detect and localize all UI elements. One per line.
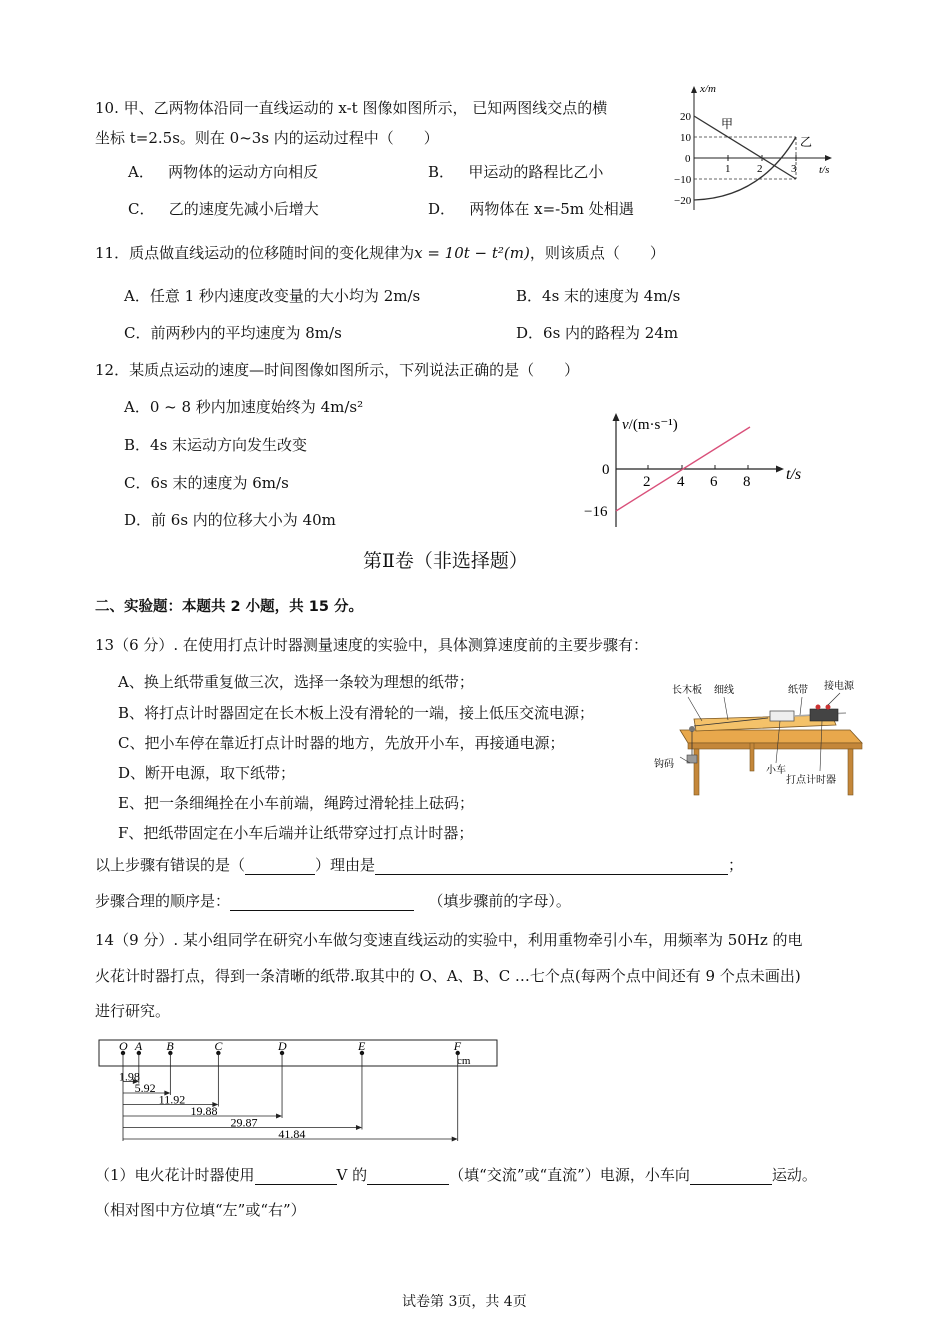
option-text: 4s 末的速度为 4m/s: [542, 287, 681, 305]
q12-option-c: [124, 473, 289, 493]
power-leader: [828, 693, 840, 705]
string-leader: [724, 697, 728, 720]
x-tick-label-2: 2: [757, 163, 763, 175]
cart: [770, 711, 794, 721]
q13-step-d: D、断开电源，取下纸带；: [118, 764, 296, 782]
q13-order-post: （填步骤前的字母）。: [428, 892, 571, 910]
option-letter: D．: [124, 511, 152, 529]
curve-yi: [694, 137, 796, 200]
q10-option-d: [428, 199, 634, 219]
q13-error-blank[interactable]: [245, 858, 315, 875]
q13-error-line: [95, 855, 743, 875]
tape-unit: cm: [457, 1055, 471, 1067]
label-tape: 纸带: [788, 685, 808, 696]
graph-xlabel: t/s: [786, 466, 802, 483]
q10-stem-line1: 10. 甲、乙两物体沿同一直线运动的 x-t 图像如图所示， 已知两图线交点的横: [95, 99, 608, 117]
option-text: 甲运动的路程比乙小: [468, 163, 604, 181]
option-letter: A．: [124, 287, 150, 305]
q11-option-c: [124, 323, 342, 343]
q14-line3: 进行研究。: [95, 1002, 171, 1020]
x-tick-label-2: 2: [643, 474, 651, 490]
x-tick-label-8: 8: [743, 474, 751, 490]
q14-paper-tape: [95, 1036, 505, 1148]
tape-distance-label: 41.84: [278, 1127, 306, 1141]
q14-sub1-d: 运动。: [771, 1166, 817, 1184]
y-tick-label-10: 10: [680, 132, 691, 144]
option-text: 任意 1 秒内速度改变量的大小均为 2m/s: [149, 287, 421, 305]
label-yi: 乙: [800, 135, 813, 149]
q14-direction-blank[interactable]: [690, 1168, 772, 1185]
q11-option-b: [516, 286, 680, 306]
label-long-board: 长木板: [672, 685, 702, 696]
tape-distance-label: 29.87: [230, 1115, 258, 1130]
q13-step-e: E、把一条细绳拴在小车前端，绳跨过滑轮挂上砝码；: [118, 794, 474, 812]
option-letter: D．: [516, 324, 544, 342]
option-text: 两物体在 x=-5m 处相遇: [469, 200, 634, 218]
tape-point-label: C: [214, 1039, 223, 1053]
tape-distance-label: 11.92: [158, 1092, 186, 1107]
q12-option-b: [124, 435, 307, 455]
tape-dimension-arrow: [452, 1137, 458, 1142]
option-letter: B．: [428, 163, 455, 181]
label-jia: 甲: [721, 117, 734, 131]
graph-xlabel: t/s: [819, 164, 830, 176]
option-text: 4s 末运动方向发生改变: [150, 436, 308, 454]
line-jia: [694, 116, 796, 179]
label-string: 细线: [714, 685, 734, 696]
q13-step-b: B、将打点计时器固定在长木板上没有滑轮的一端，接上低压交流电源；: [118, 704, 595, 722]
q12-option-d: [124, 510, 336, 530]
q10-xt-graph: [660, 82, 845, 217]
q13-error-end: ；: [728, 856, 744, 874]
tape-point-label: A: [134, 1039, 143, 1053]
q14-sub1-note: （相对图中方位填“左”或“右”）: [95, 1201, 306, 1219]
q13-order-blank[interactable]: [230, 894, 414, 911]
x-axis-arrow: [776, 466, 784, 473]
option-text: 0 ~ 8 秒内加速度始终为 4m/s²: [149, 398, 364, 416]
q13-error-mid: ）理由是: [315, 856, 376, 874]
tape-leader: [800, 697, 802, 715]
q13-apparatus-figure: [650, 675, 870, 800]
option-letter: A．: [124, 398, 150, 416]
q13-step-a: A、换上纸带重复做三次，选择一条较为理想的纸带；: [118, 673, 474, 691]
y-axis-arrow: [691, 86, 697, 93]
tape-point-label: B: [166, 1039, 174, 1053]
q10-option-b: [428, 162, 603, 182]
tape-dimension-arrow: [276, 1114, 282, 1119]
q12-vt-graph: [578, 405, 818, 530]
q13-reason-blank[interactable]: [375, 858, 728, 875]
q14-sub1: [95, 1165, 817, 1185]
origin-label: 0: [602, 462, 610, 478]
timer: [810, 709, 838, 721]
graph-ylabel: x/m: [700, 83, 716, 95]
q14-voltage-blank[interactable]: [255, 1168, 337, 1185]
tape-points: [119, 1039, 462, 1055]
option-text: 前 6s 内的位移大小为 40m: [151, 511, 336, 529]
option-letter: B．: [516, 287, 543, 305]
tape-distance-label: 5.92: [134, 1081, 156, 1095]
tape-dimension-arrow: [356, 1125, 362, 1130]
x-tick-label-3: 3: [791, 163, 797, 175]
label-timer: 打点计时器: [786, 775, 836, 786]
tape-distance-label: 19.88: [190, 1104, 218, 1118]
label-cart: 小车: [766, 765, 786, 776]
option-letter: D．: [428, 200, 456, 218]
q10-option-c: [128, 199, 319, 219]
timer-terminal-2: [826, 705, 831, 710]
q13-error-pre: 以上步骤有错误的是（: [95, 856, 246, 874]
origin-label: 0: [685, 153, 691, 165]
tape-point-label: D: [278, 1039, 287, 1053]
tape-point-label: O: [119, 1039, 128, 1053]
option-letter: C．: [124, 474, 151, 492]
option-text: 乙的速度先减小后增大: [168, 200, 319, 218]
label-weight: 钩码: [654, 759, 674, 770]
q14-current-type-blank[interactable]: [367, 1168, 449, 1185]
x-axis-arrow: [825, 155, 832, 161]
section-heading: 二、实验题：本题共 2 小题，共 15 分。: [95, 599, 363, 615]
x-tick-label-1: 1: [725, 163, 731, 175]
table-edge: [688, 743, 862, 749]
table-leg-back: [750, 743, 754, 771]
option-text: 6s 内的路程为 24m: [543, 324, 679, 342]
part2-title: 第Ⅱ卷（非选择题）: [363, 550, 528, 572]
timer-terminal-1: [816, 705, 821, 710]
q13-step-c: C、把小车停在靠近打点计时器的地方，先放开小车，再接通电源；: [118, 734, 565, 752]
q11-stem-post: ，则该质点（ ）: [529, 244, 665, 262]
q14-line2: 火花计时器打点，得到一条清晰的纸带.取其中的 O、A、B、C …七个点(每两个点中间还有 9 个点未画出): [95, 967, 801, 985]
label-power: 接电源: [824, 681, 854, 692]
option-letter: A．: [128, 163, 154, 181]
q14-line1: 14（9 分）. 某小组同学在研究小车做匀变速直线运动的实验中，利用重物牵引小车，用频率为 50Hz 的电: [95, 931, 803, 949]
q11-option-a: [124, 286, 420, 306]
option-letter: C．: [124, 324, 151, 342]
q11-stem: [95, 243, 665, 263]
graph-ylabel: v/(m·s⁻¹): [622, 417, 678, 433]
option-text: 6s 末的速度为 6m/s: [150, 474, 289, 492]
y-tick-label-neg20: −20: [674, 195, 692, 207]
q10-option-a: [128, 162, 318, 182]
q13-order-line: [95, 891, 571, 911]
x-tick-label-6: 6: [710, 474, 718, 490]
q11-option-d: [516, 323, 678, 343]
option-letter: C．: [128, 200, 155, 218]
y-tick-label-neg10: −10: [674, 174, 692, 186]
tape-strip: [99, 1040, 497, 1066]
q11-stem-pre: 11．质点做直线运动的位移随时间的变化规律为: [95, 244, 415, 262]
option-text: 两物体的运动方向相反: [168, 163, 319, 181]
tape-point-label: E: [357, 1039, 366, 1053]
q13-step-f: F、把纸带固定在小车后端并让纸带穿过打点计时器；: [118, 824, 474, 842]
tape-distance-label: 1.98: [118, 1069, 140, 1084]
q12-stem: 12．某质点运动的速度—时间图像如图所示，下列说法正确的是（ ）: [95, 361, 580, 379]
q13-order-pre: 步骤合理的顺序是：: [95, 892, 231, 910]
q14-sub1-a: （1）电火花计时器使用: [95, 1166, 255, 1184]
tape-point-label: F: [453, 1039, 462, 1053]
q10-stem-line2: 坐标 t=2.5s。则在 0~3s 内的运动过程中（ ）: [95, 129, 439, 147]
y-axis-arrow: [613, 413, 620, 421]
q14-sub1-c: （填“交流”或“直流”）电源，小车向: [449, 1166, 690, 1184]
y-tick-label-20: 20: [680, 111, 691, 123]
x-tick-label-4: 4: [677, 474, 685, 490]
q11-formula: x = 10t − t²(m): [414, 244, 530, 262]
board-leader: [688, 697, 702, 721]
q14-sub1-b: V 的: [336, 1166, 368, 1184]
q13-stem: 13（6 分）. 在使用打点计时器测量速度的实验中，具体测算速度前的主要步骤有：: [95, 636, 648, 654]
graph-ylabel-rest: /(m·s⁻¹): [628, 417, 678, 433]
table-top: [680, 730, 862, 743]
q12-option-a: [124, 397, 363, 417]
option-letter: B．: [124, 436, 151, 454]
page-footer: 试卷第 3页，共 4页: [402, 1294, 527, 1310]
table-leg-right: [848, 749, 853, 795]
y-neg-label: −16: [584, 504, 608, 520]
option-text: 前两秒内的平均速度为 8m/s: [150, 324, 342, 342]
